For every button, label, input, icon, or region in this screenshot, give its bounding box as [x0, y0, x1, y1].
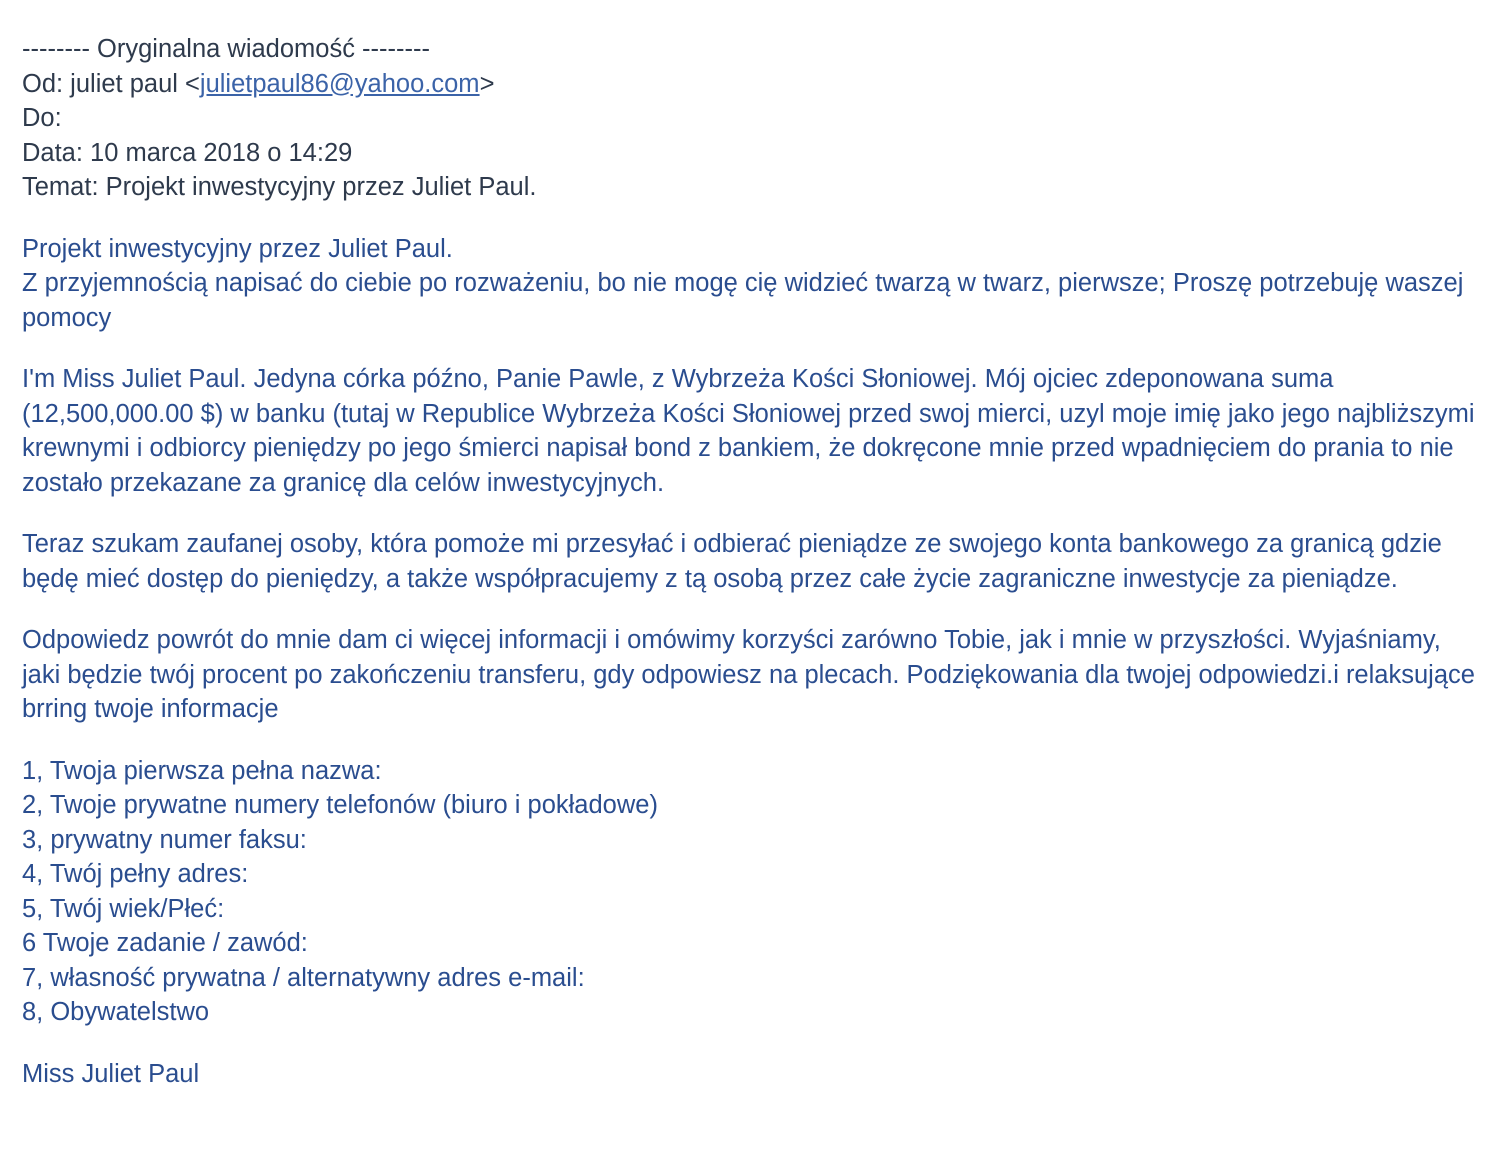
list-item: 5, Twój wiek/Płeć:	[22, 894, 225, 923]
list-item: 7, własność prywatna / alternatywny adres e-mail:	[22, 963, 585, 992]
to-line: Do:	[22, 104, 62, 132]
message-body	[22, 232, 1482, 1092]
from-line	[22, 67, 1482, 102]
email-message	[22, 32, 1482, 1091]
intro-line-2: Z przyjemnością napisać do ciebie po rozważeniu, bo nie mogę cię widzieć twarzą w twarz, pierwsze; Proszę potrzebuję waszej pomocy	[22, 269, 1464, 332]
list-item: 8, Obywatelstwo	[22, 998, 210, 1026]
date-line: Data: 10 marca 2018 o 14:29	[22, 138, 353, 167]
intro-paragraph	[22, 232, 1482, 336]
sender-email-link[interactable]: julietpaul86@yahoo.com	[199, 69, 480, 98]
paragraph-2: Teraz szukam zaufanej osoby, która pomoże mi przesyłać i odbierać pieniądze ze swojego konta bankowego za granicą gdzie będę mieć dostęp do pieniędzy, a także współpracujemy z tą osobą przez całe życie zagraniczne inwestycje za pieniądze.	[22, 530, 1442, 593]
intro-line-1: Projekt inwestycyjny przez Juliet Paul.	[22, 234, 453, 263]
list-item: 1, Twoja pierwsza pełna nazwa:	[22, 756, 382, 785]
subject-line: Temat: Projekt inwestycyjny przez Juliet Paul.	[22, 173, 537, 201]
from-label: Od: juliet paul <	[22, 69, 200, 98]
info-request-list	[22, 754, 1482, 1030]
list-item: 6 Twoje zadanie / zawód:	[22, 929, 308, 957]
from-close: >	[479, 69, 495, 98]
list-item: 2, Twoje prywatne numery telefonów (biuro i pokładowe)	[22, 791, 658, 819]
signature: Miss Juliet Paul	[22, 1059, 200, 1088]
original-message-separator: -------- Oryginalna wiadomość --------	[22, 35, 430, 63]
paragraph-1: I'm Miss Juliet Paul. Jedyna córka późno, Panie Pawle, z Wybrzeża Kości Słoniowej. Mój ojciec zdeponowana suma (12,500,000.00 $) w banku (tutaj w Republice Wybrzeża Kości Słoniowej przed swoj mierci, uzyl moje imię jako jego najbliższymi krewnymi i odbiorcy pieniędzy po jego śmierci napisał bond z bankiem, że dokręcone mnie przed wpadnięciem do prania to nie zostało przekazane za granicę dla celów inwestycyjnych.	[22, 365, 1475, 497]
list-item: 3, prywatny numer faksu:	[22, 825, 307, 854]
list-item: 4, Twój pełny adres:	[22, 860, 249, 888]
paragraph-3: Odpowiedz powrót do mnie dam ci więcej informacji i omówimy korzyści zarówno Tobie, jak i mnie w przyszłości. Wyjaśniamy, jaki będzie twój procent po zakończeniu transferu, gdy odpowiesz na plecach. Podziękowania dla twojej odpowiedzi.i relaksujące brring twoje informacje	[22, 626, 1475, 723]
forwarded-header	[22, 32, 1482, 205]
